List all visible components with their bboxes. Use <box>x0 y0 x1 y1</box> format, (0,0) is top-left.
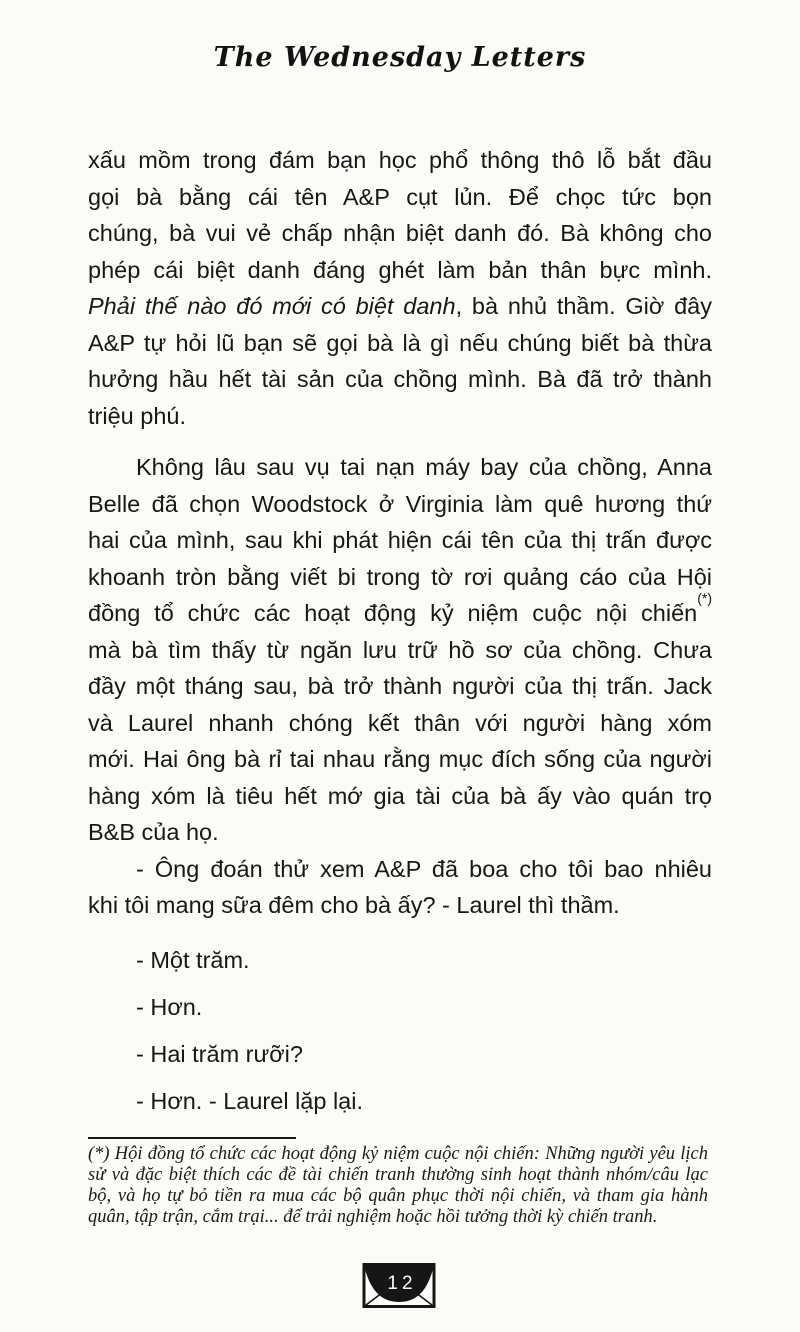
text-line: mới. Hai ông bà rỉ tai nhau rằng mục đích sống của người <box>88 746 712 772</box>
text-line: chúng, bà vui vẻ chấp nhận biệt danh đó. Bà không cho <box>88 220 712 246</box>
text-line: hưởng hầu hết tài sản của chồng mình. Bà đã trở thành <box>88 366 712 392</box>
paragraph <box>88 142 712 434</box>
dialogue-paragraph <box>88 1083 712 1120</box>
text-line: khoanh tròn bằng viết bi trong tờ rơi quảng cáo của Hội <box>88 563 712 590</box>
text-line: - Hơn. <box>136 994 203 1020</box>
text-line <box>88 590 712 632</box>
footnote-block <box>88 1144 708 1228</box>
text-line: phép cái biệt danh đáng ghét làm bản thân bực mình. <box>88 256 712 283</box>
footnote-marker: (*) <box>697 590 712 607</box>
text-line: triệu phú. <box>88 402 186 429</box>
dialogue-paragraph <box>88 851 712 924</box>
text-line: xấu mồm trong đám bạn học phổ thông thô lỗ bắt đầu <box>88 147 712 173</box>
text-line: - Một trăm. <box>136 946 250 973</box>
page-number-ornament <box>362 1262 436 1309</box>
text-line: mà bà tìm thấy từ ngăn lưu trữ hồ sơ của chồng. Chưa <box>88 636 712 663</box>
text-line: khi tôi mang sữa đêm cho bà ấy? - Laurel thì thầm. <box>88 892 620 918</box>
text-line: gọi bà bằng cái tên A&P cụt lủn. Để chọc tức bọn <box>88 183 712 210</box>
italic-phrase: Phải thế nào đó mới có biệt danh <box>88 293 456 319</box>
running-header: The Wednesday Letters <box>213 42 587 73</box>
paragraph <box>88 449 712 851</box>
text-line: Belle đã chọn Woodstock ở Virginia làm quê hương thứ <box>88 490 712 517</box>
footnote-line: bộ, và họ tự bỏ tiền ra mua các bộ quân phục thời nội chiến, và tham gia hành <box>88 1186 708 1206</box>
text-line: A&P tự hỏi lũ bạn sẽ gọi bà là gì nếu chúng biết bà thừa <box>88 329 712 356</box>
text-line: và Laurel nhanh chóng kết thân với người hàng xóm <box>88 709 712 736</box>
dialogue-paragraph <box>88 1036 712 1073</box>
dialogue-paragraph <box>88 989 712 1026</box>
text-line: - Hai trăm rưỡi? <box>136 1040 303 1067</box>
text-segment: , bà nhủ thầm. Giờ đây <box>455 293 712 319</box>
text-line: B&B của họ. <box>88 819 219 845</box>
body-text-block <box>88 142 712 1120</box>
text-segment: đồng tổ chức các hoạt động kỷ niệm cuộc nội chiến <box>88 600 698 626</box>
page-number-text: 12 <box>387 1273 417 1294</box>
text-line <box>88 288 712 325</box>
text-line: Không lâu sau vụ tai nạn máy bay của chồng, Anna <box>136 454 712 480</box>
text-line: hàng xóm là tiêu hết mớ gia tài của bà ấy vào quán trọ <box>88 782 712 809</box>
footnote-line: quân, tập trận, cắm trại... để trải nghiệm hoặc hồi tưởng thời kỳ chiến tranh. <box>88 1207 658 1227</box>
dialogue-paragraph <box>88 942 712 979</box>
footnote-line: sử và đặc biệt thích các đề tài chiến tranh thường sinh hoạt thành nhóm/câu lạc <box>88 1165 708 1185</box>
text-line: đầy một tháng sau, bà trở thành người của thị trấn. Jack <box>88 673 712 699</box>
text-line: hai của mình, sau khi phát hiện cái tên của thị trấn được <box>88 527 712 553</box>
footnote-line: (*) Hội đồng tổ chức các hoạt động kỷ niệm cuộc nội chiến: Những người yêu lịch <box>88 1144 708 1164</box>
text-line: - Hơn. - Laurel lặp lại. <box>136 1088 364 1114</box>
footnote-separator-rule <box>88 1137 296 1139</box>
envelope-icon <box>362 1262 436 1309</box>
text-line: - Ông đoán thử xem A&P đã boa cho tôi bao nhiêu <box>136 855 712 882</box>
